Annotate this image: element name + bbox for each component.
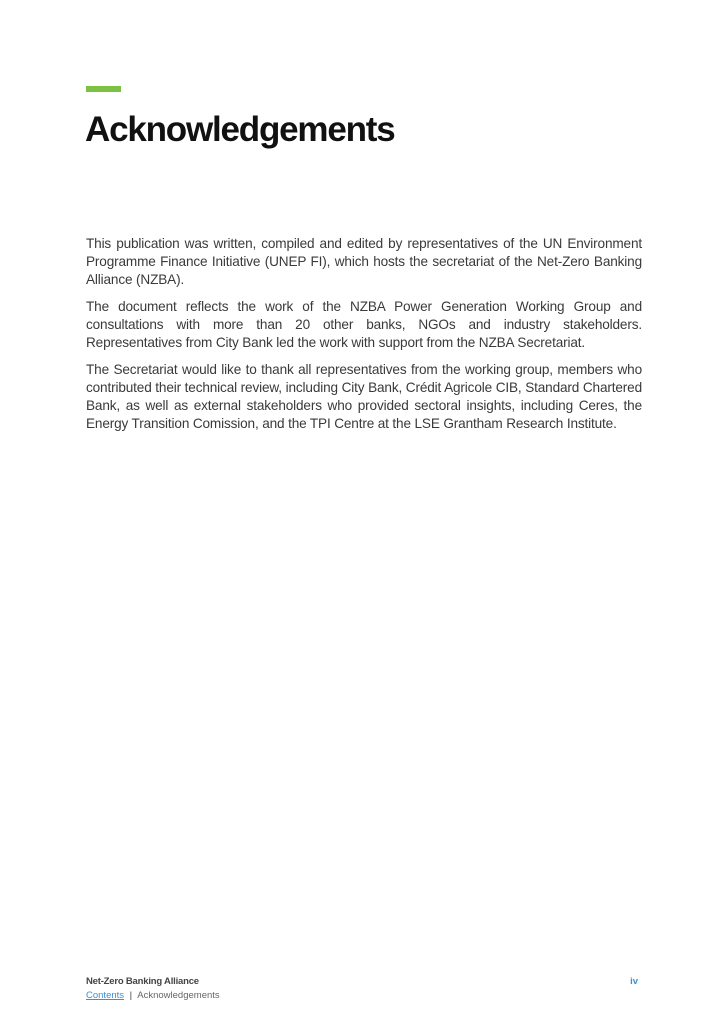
title-accent-bar: [86, 86, 121, 92]
contents-link[interactable]: Contents: [86, 990, 125, 1001]
page-title: Acknowledgements: [85, 110, 395, 149]
body-text: [86, 235, 642, 442]
paragraph-2: The document reflects the work of the NZBA Power Generation Working Group and consultations with more than 20 other banks, NGOs and industry stakeholders. Representatives from City Bank led the work with support from the NZBA Secretariat.: [86, 299, 642, 350]
footer-organization: Net-Zero Banking Alliance: [86, 976, 199, 987]
footer-breadcrumb: [86, 990, 638, 1001]
paragraph-1: This publication was written, compiled and edited by representatives of the UN Environment Programme Finance Initiative (UNEP FI), which hosts the secretariat of the Net-Zero Banking Alliance (NZBA).: [86, 236, 642, 287]
page-number: iv: [630, 976, 638, 987]
breadcrumb-separator: |: [129, 990, 133, 1001]
page-footer: [86, 976, 638, 1001]
paragraph-3: The Secretariat would like to thank all representatives from the working group, members who contributed their technical review, including City Bank, Crédit Agricole CIB, Standard Chartered Bank, as well as external stakeholders who provided sectoral insights, including Ceres, the Energy Transition Comission, and the TPI Centre at the LSE Grantham Research Institute.: [86, 362, 642, 431]
footer-section-name: Acknowledgements: [137, 990, 220, 1001]
